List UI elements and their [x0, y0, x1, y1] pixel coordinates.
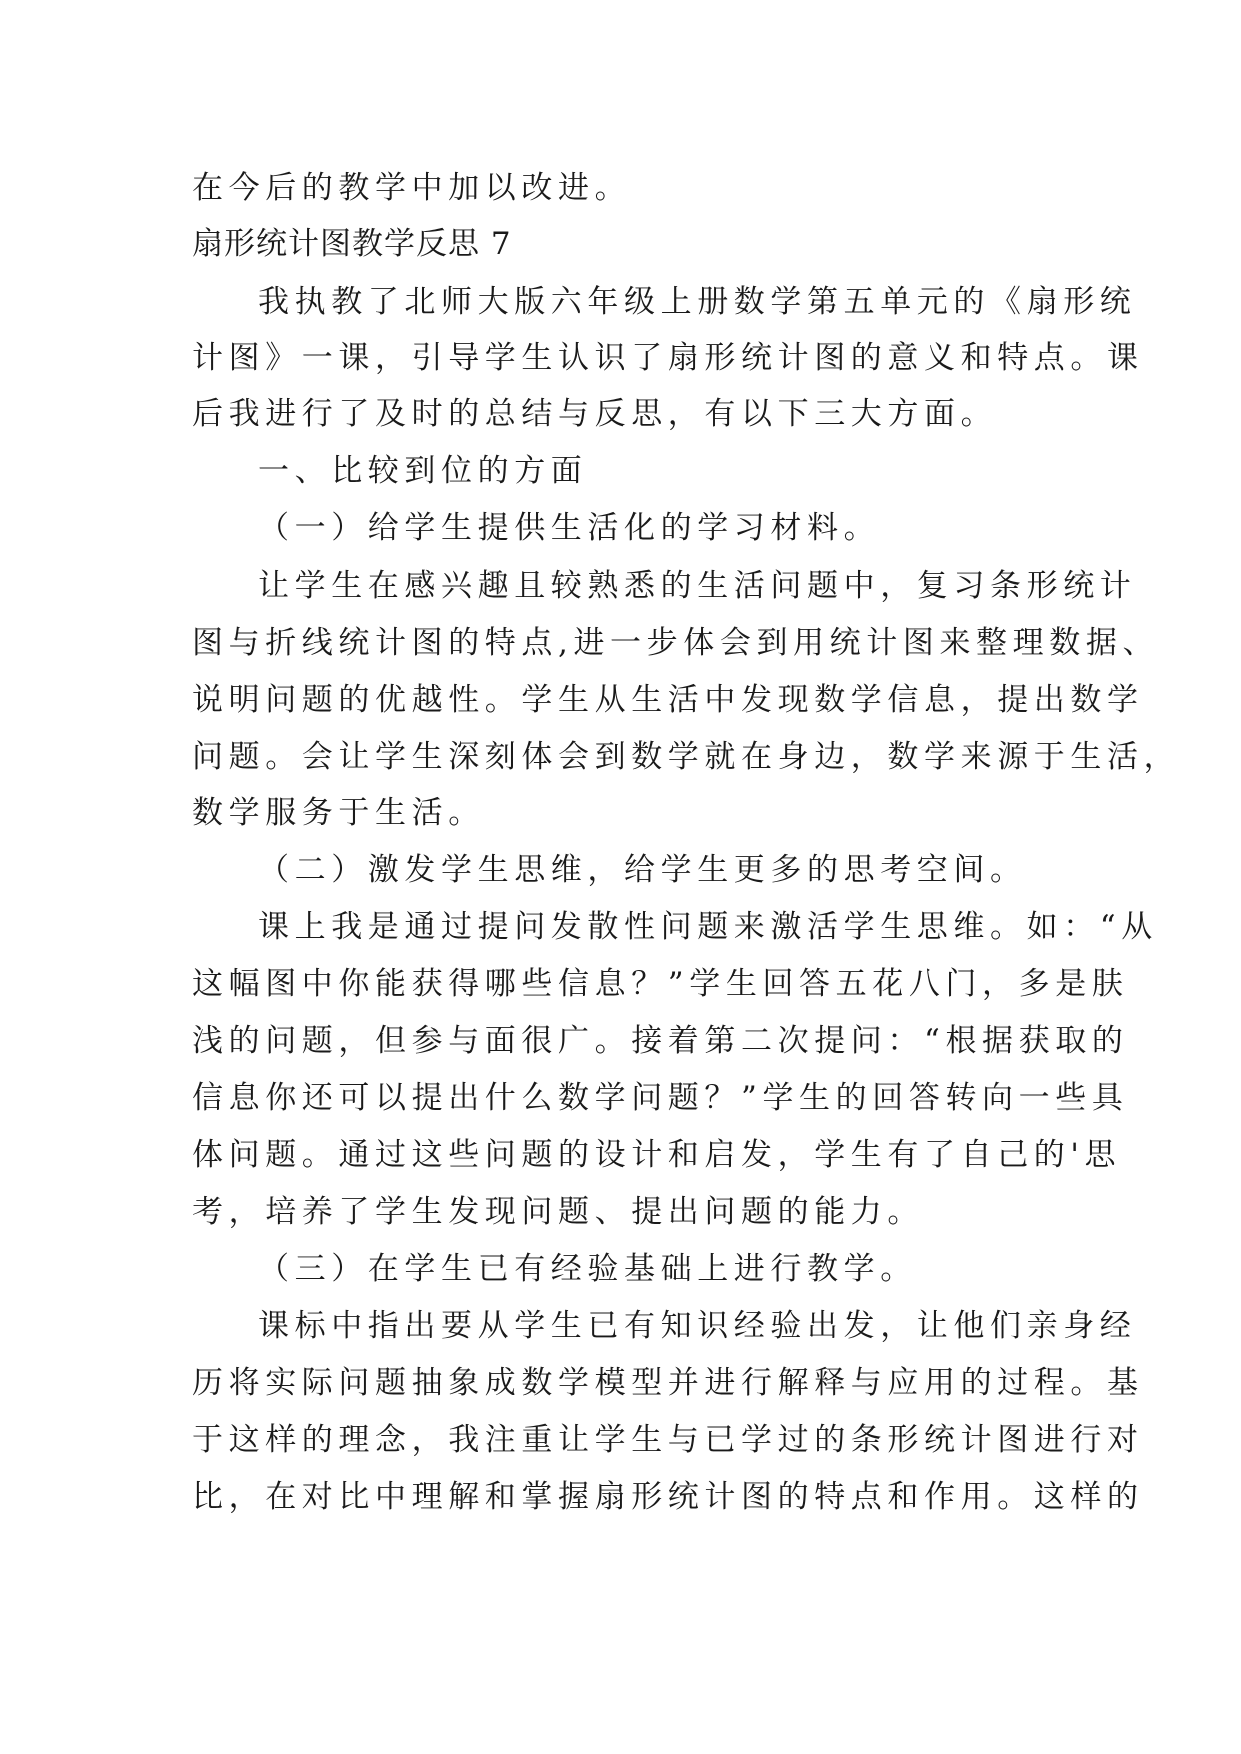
subsection-heading: 一、比较到位的方面 [258, 453, 588, 489]
text-line: 体问题。通过这些问题的设计和启发，学生有了自己的'思 [192, 1137, 1122, 1173]
text-line: 问题。会让学生深刻体会到数学就在身边，数学来源于生活， [192, 739, 1181, 775]
text-line: 数学服务于生活。 [192, 795, 485, 831]
text-line: 这幅图中你能获得哪些信息？”学生回答五花八门，多是肤 [192, 966, 1129, 1002]
text-line: 图与折线统计图的特点,进一步体会到用统计图来整理数据、 [192, 625, 1160, 661]
subsection-heading: （一）给学生提供生活化的学习材料。 [258, 510, 881, 546]
subsection-heading: （三）在学生已有经验基础上进行教学。 [258, 1251, 917, 1287]
text-line: 比，在对比中理解和掌握扇形统计图的特点和作用。这样的 [192, 1479, 1144, 1515]
text-line: 让学生在感兴趣且较熟悉的生活问题中，复习条形统计 [258, 568, 1137, 604]
text-line: 考，培养了学生发现问题、提出问题的能力。 [192, 1194, 924, 1230]
text-line: 信息你还可以提出什么数学问题？”学生的回答转向一些具 [192, 1080, 1129, 1116]
text-line: 于这样的理念，我注重让学生与已学过的条形统计图进行对 [192, 1422, 1144, 1458]
text-line: 课标中指出要从学生已有知识经验出发，让他们亲身经 [258, 1308, 1137, 1344]
section-title: 扇形统计图教学反思 7 [192, 226, 512, 262]
text-line: 说明问题的优越性。学生从生活中发现数学信息，提出数学 [192, 682, 1144, 718]
subsection-heading: （二）激发学生思维，给学生更多的思考空间。 [258, 852, 1027, 888]
text-line: 计图》一课，引导学生认识了扇形统计图的意义和特点。课 [192, 340, 1144, 376]
text-line: 浅的问题，但参与面很广。接着第二次提问：“根据获取的 [192, 1023, 1129, 1059]
text-line: 课上我是通过提问发散性问题来激活学生思维。如：“从 [258, 909, 1158, 945]
text-line: 我执教了北师大版六年级上册数学第五单元的《扇形统 [258, 284, 1137, 320]
text-line: 在今后的教学中加以改进。 [192, 170, 632, 206]
text-line: 后我进行了及时的总结与反思，有以下三大方面。 [192, 396, 998, 432]
text-line: 历将实际问题抽象成数学模型并进行解释与应用的过程。基 [192, 1365, 1144, 1401]
